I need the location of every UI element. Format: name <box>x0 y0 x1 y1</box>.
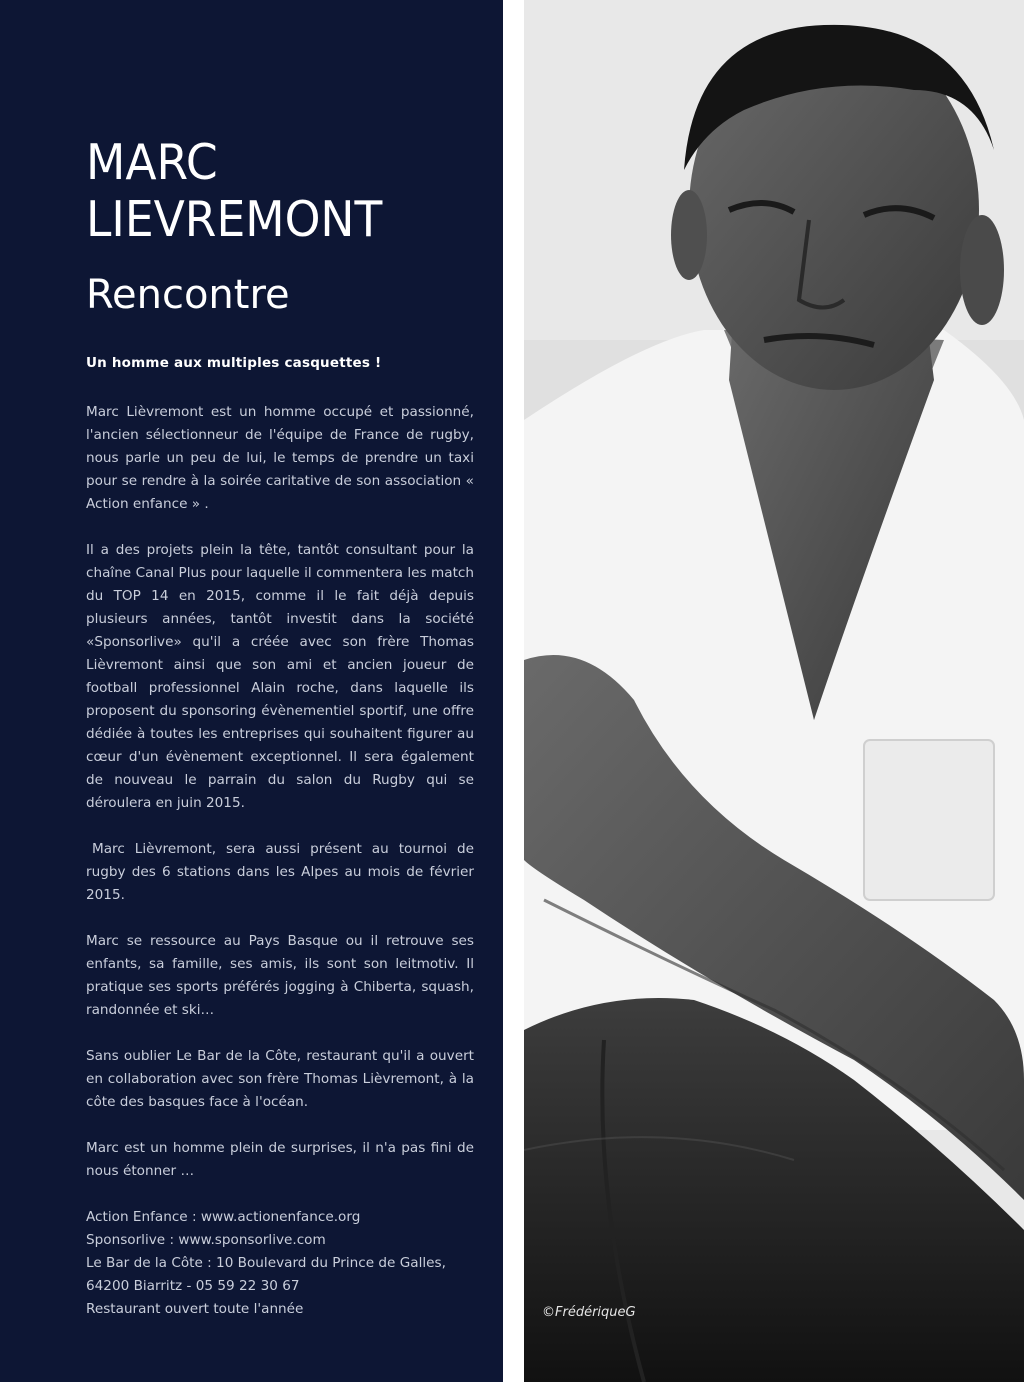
title-line-2: LIEVREMONT <box>86 191 383 248</box>
contact-line-action-enfance: Action Enfance : www.actionenfance.org <box>86 1209 361 1225</box>
contact-line-city-phone: 64200 Biarritz - 05 59 22 30 67 <box>86 1278 300 1294</box>
contact-line-bar-address: Le Bar de la Côte : 10 Boulevard du Prince de Galles, <box>86 1255 446 1271</box>
paragraph: Sans oublier Le Bar de la Côte, restaurant qu'il a ouvert en collaboration avec son frère Thomas Lièvremont, à la côte des basques face à l'océan. <box>86 1048 474 1110</box>
photo-credit: ©FrédériqueG <box>542 1305 636 1320</box>
article-title <box>86 134 382 248</box>
contact-line-opening: Restaurant ouvert toute l'année <box>86 1301 304 1317</box>
article-body <box>86 401 474 1206</box>
portrait-photo <box>524 0 1024 1382</box>
contact-info <box>86 1206 486 1321</box>
paragraph: Marc Lièvremont est un homme occupé et passionné, l'ancien sélectionneur de l'équipe de France de rugby, nous parle un peu de lui, le temps de prendre un taxi pour se rendre à la soirée caritative de son association « Action enfance » . <box>86 404 474 512</box>
paragraph: Marc se ressource au Pays Basque ou il retrouve ses enfants, sa famille, ses amis, ils sont son leitmotiv. Il pratique ses sports préférés jogging à Chiberta, squash, randonnée et ski… <box>86 933 474 1018</box>
article-lead: Un homme aux multiples casquettes ! <box>86 355 382 371</box>
article-subtitle: Rencontre <box>86 272 290 318</box>
portrait-illustration <box>524 0 1024 1382</box>
paragraph: Marc Lièvremont, sera aussi présent au tournoi de rugby des 6 stations dans les Alpes au mois de février 2015. <box>86 841 474 903</box>
paragraph: Il a des projets plein la tête, tantôt consultant pour la chaîne Canal Plus pour laquelle il commentera les match du TOP 14 en 2015, comme il le fait déjà depuis plusieurs années, tantôt investit dans la société «Sponsorlive» qu'il a créée avec son frère Thomas Lièvremont ainsi que son ami et ancien joueur de football professionnel Alain roche, dans laquelle ils proposent du sponsoring évènementiel sportif, une offre dédiée à toutes les entreprises qui souhaitent figurer au cœur d'un évènement exceptionnel. Il sera également de nouveau le parrain du salon du Rugby qui se déroulera en juin 2015. <box>86 542 474 811</box>
article-panel <box>0 0 503 1382</box>
paragraph: Marc est un homme plein de surprises, il n'a pas fini de nous étonner … <box>86 1140 474 1179</box>
title-line-1: MARC <box>86 134 218 191</box>
column-gutter <box>503 0 524 1382</box>
contact-line-sponsorlive: Sponsorlive : www.sponsorlive.com <box>86 1232 326 1248</box>
